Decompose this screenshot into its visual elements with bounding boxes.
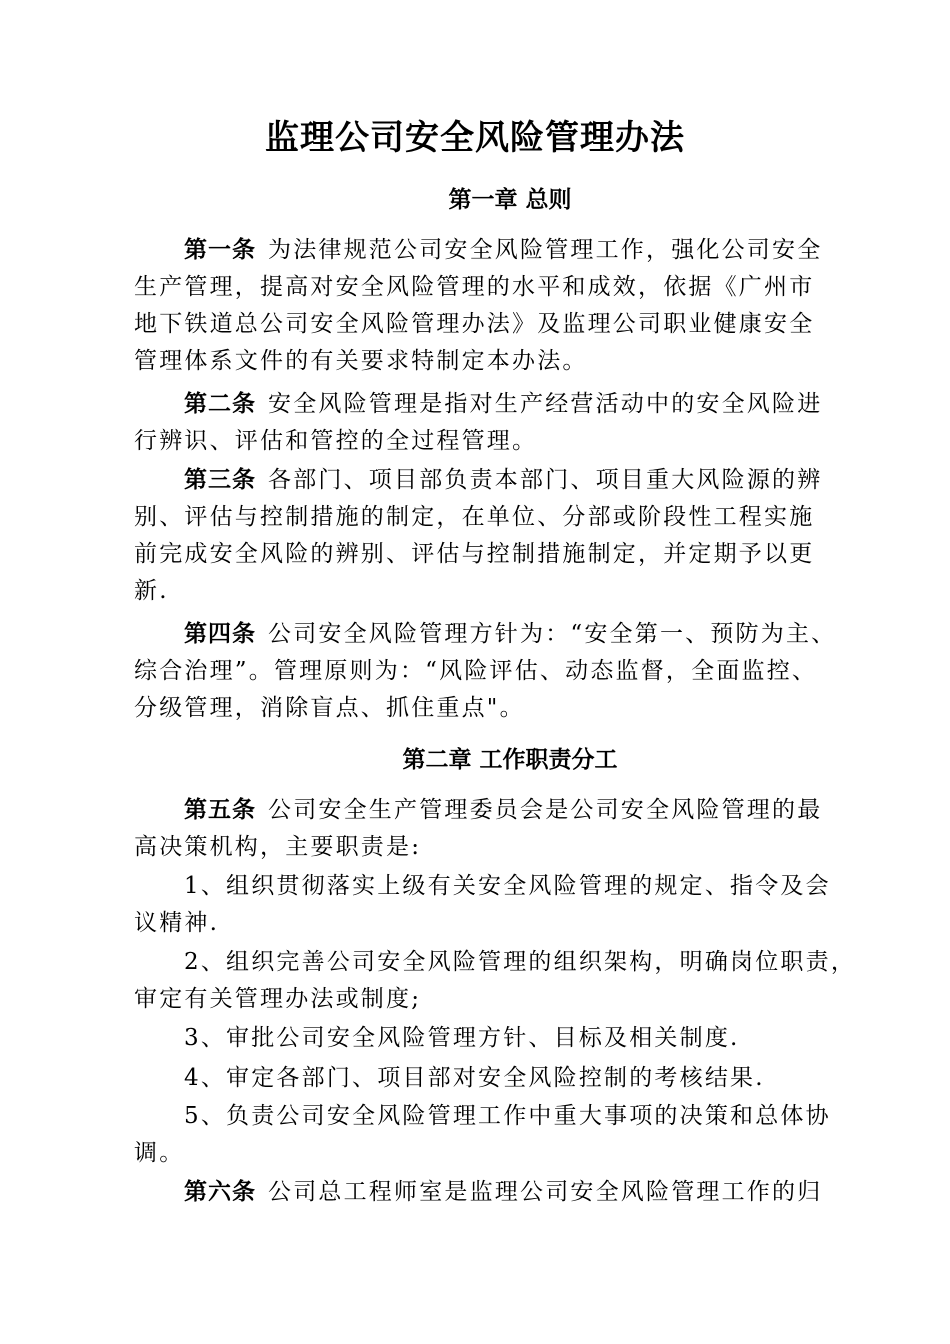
article-label: 第二条: [184, 391, 256, 417]
article-line: 分级管理，消除盲点、抓住重点"。: [134, 695, 525, 721]
article-line: 行辨识、评估和管控的全过程管理。: [134, 428, 538, 454]
item-line: 1、组织贯彻落实上级有关安全风险管理的规定、指令及会: [184, 873, 831, 899]
article-3: [134, 462, 834, 610]
article-text: 各部门、项目部负责本部门、项目重大风险源的辨: [268, 467, 823, 493]
chapter-heading: 第二章 工作职责分工: [402, 747, 618, 773]
item-line: 议精神.: [134, 910, 220, 936]
article-line: [134, 232, 834, 269]
article-line: 高决策机构，主要职责是:: [134, 834, 422, 860]
article-line: 新.: [134, 578, 169, 604]
article-line: [134, 386, 834, 423]
item-line: 调。: [134, 1140, 185, 1166]
article-4: [134, 616, 837, 727]
article-text: 公司总工程师室是监理公司安全风险管理工作的归: [268, 1179, 823, 1205]
duty-item-3: [134, 1020, 834, 1057]
item-line: 审定有关管理办法或制度;: [134, 986, 422, 1012]
article-line: 生产管理，提高对安全风险管理的水平和成效，依据《广州市: [134, 274, 815, 300]
item-line: 3、审批公司安全风险管理方针、目标及相关制度.: [184, 1025, 740, 1051]
article-line: [134, 792, 834, 829]
article-label: 第三条: [184, 467, 256, 493]
article-label: 第一条: [184, 237, 256, 263]
article-label: 第六条: [184, 1179, 256, 1205]
document-title: 监理公司安全风险管理办法: [265, 118, 685, 158]
article-line: [134, 462, 834, 499]
article-6: [134, 1174, 834, 1211]
article-1: [134, 232, 834, 380]
item-line: 5、负责公司安全风险管理工作中重大事项的决策和总体协: [184, 1103, 831, 1129]
article-text: 公司安全生产管理委员会是公司安全风险管理的最: [268, 797, 823, 823]
item-line: 2、组织完善公司安全风险管理的组织架构，明确岗位职责，: [184, 949, 857, 975]
article-text: 公司安全风险管理方针为：“安全第一、预防为主、: [268, 621, 837, 647]
item-line: 4、审定各部门、项目部对安全风险控制的考核结果.: [184, 1065, 765, 1091]
article-text: 为法律规范公司安全风险管理工作，强化公司安全: [268, 237, 823, 263]
article-text: 安全风险管理是指对生产经营活动中的安全风险进: [268, 391, 823, 417]
article-label: 第五条: [184, 797, 256, 823]
article-line: 管理体系文件的有关要求特制定本办法。: [134, 348, 588, 374]
article-2: [134, 386, 834, 460]
article-line: 前完成安全风险的辨别、评估与控制措施制定，并定期予以更: [134, 541, 815, 567]
article-5: [134, 792, 834, 866]
article-label: 第四条: [184, 621, 256, 647]
duty-item-4: [134, 1060, 834, 1097]
article-line: 综合治理”。管理原则为：“风险评估、动态监督，全面监控、: [134, 658, 818, 684]
chapter-heading: 第一章 总则: [448, 187, 572, 213]
article-line: 别、评估与控制措施的制定，在单位、分部或阶段性工程实施: [134, 504, 815, 530]
duty-item-2: [134, 944, 857, 1018]
article-line: 地下铁道总公司安全风险管理办法》及监理公司职业健康安全: [134, 311, 815, 337]
duty-item-1: [134, 868, 834, 942]
duty-item-5: [134, 1098, 834, 1172]
article-line: [134, 616, 837, 653]
article-line: [134, 1174, 834, 1211]
